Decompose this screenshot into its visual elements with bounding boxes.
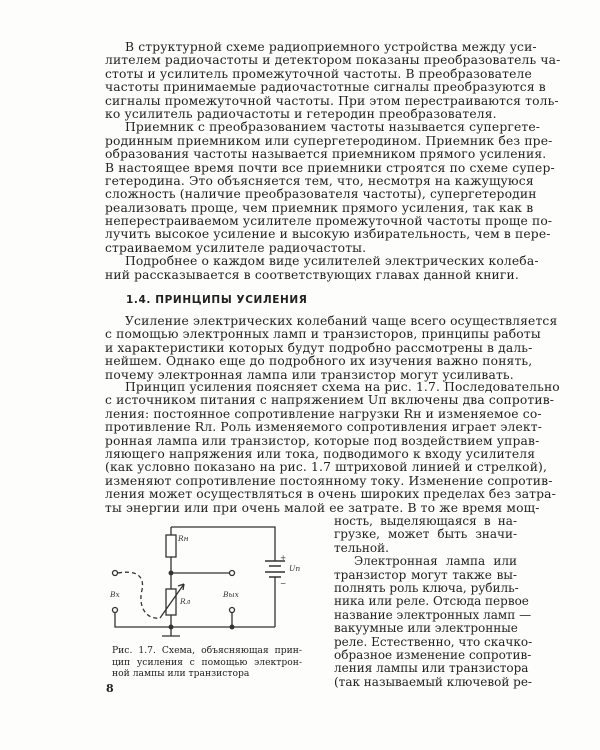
text-line: ты энергии или при очень малой ее затрате. В то же время мощ- xyxy=(105,500,540,515)
caption-line: Рис. 1.7. Схема, объясняющая прин- xyxy=(112,645,302,656)
figure-caption xyxy=(112,645,302,680)
text-line: страиваемом усилителе радиочастоты. xyxy=(105,240,367,255)
junction xyxy=(230,625,234,629)
text-line: лителем радиочастоты и детектором показаны преобразователь ча- xyxy=(105,53,561,68)
label-input: Вх xyxy=(110,590,120,599)
wire xyxy=(115,613,275,627)
text-line: ления лампы или транзистора xyxy=(334,661,529,676)
text-line: ко усилитель радиочастоты и гетеродин преобразователя. xyxy=(105,106,497,121)
text-line: полнять роль ключа, рубиль- xyxy=(334,580,519,595)
text-line: образования частоты называется приемником прямого усиления. xyxy=(105,147,547,162)
text-line: и характеристики которых будут подробно рассмотрены в даль- xyxy=(105,340,533,355)
text-line: ность, выделяющаяся в на- xyxy=(334,514,517,528)
text-line: реле. Естественно, что скачко- xyxy=(334,634,533,649)
text-line: Приемник с преобразованием частоты называется супергете- xyxy=(125,120,541,135)
text-line: с помощью электронных ламп и транзисторов, принципы работы xyxy=(105,327,541,342)
text-line: Электронная лампа или xyxy=(354,554,517,569)
text-line: грузке, может быть значи- xyxy=(334,527,517,542)
text-line: сигналы промежуточной частоты. При этом перестраиваются толь- xyxy=(105,93,559,108)
section-heading: 1.4. ПРИНЦИПЫ УСИЛЕНИЯ xyxy=(126,294,308,306)
text-line: гетеродина. Это объясняется тем, что, несмотря на кажущуюся xyxy=(105,173,534,188)
label-minus: − xyxy=(280,579,287,588)
text-line: ления может осуществляться в очень широких пределах без затра- xyxy=(105,487,556,502)
text-line: изменяют сопротивление постоянному току. Изменение сопротив- xyxy=(105,473,553,488)
output-terminal xyxy=(230,571,235,576)
input-terminal-bottom xyxy=(113,608,118,613)
text-line: вакуумные или электронные xyxy=(334,621,518,636)
text-line: сложность (наличие преобразователя частоты), супергетеродин xyxy=(105,187,537,202)
text-line: ронная лампа или транзистор, которые под воздействием управ- xyxy=(105,433,540,448)
text-line: ления: постоянное сопротивление нагрузки Rн и изменяемое со- xyxy=(105,406,542,421)
text-line: с источником питания с напряжением Uп включены два сопротив- xyxy=(105,393,555,408)
text-line: В настоящее время почти все приемники строятся по схеме супер- xyxy=(105,160,555,175)
text-line: противление Rл. Роль изменяемого сопротивления играет элект- xyxy=(105,420,543,435)
load-resistor xyxy=(166,535,176,557)
output-terminal-bottom xyxy=(230,608,235,613)
text-line: стоты и усилитель промежуточной частоты. В преобразователе xyxy=(105,66,532,81)
text-line: транзистор могут также вы- xyxy=(334,567,517,582)
label-plus: + xyxy=(280,553,287,562)
ground-icon xyxy=(162,627,180,636)
label-rl: Rл xyxy=(180,597,191,606)
junction xyxy=(169,571,173,575)
text-line: Усиление электрических колебаний чаще всего осуществляется xyxy=(125,314,558,328)
text-line: нейшем. Однако еще до подробного их изучения важно понять, xyxy=(105,354,533,369)
text-line: ний рассказывается в соответствующих главах данной книги. xyxy=(105,267,519,282)
text-line: название электронных ламп — xyxy=(334,607,532,622)
label-un: Uп xyxy=(289,564,301,573)
page-number: 8 xyxy=(106,682,114,695)
caption-line: цип усиления с помощью электрон- xyxy=(112,656,302,668)
text-line: (как условно показано на рис. 1.7 штриховой линией и стрелкой), xyxy=(105,460,548,475)
label-output: Вых xyxy=(223,590,239,599)
text-line: Подробнее о каждом виде усилителей электрических колеба- xyxy=(125,254,539,269)
text-line: ляющего напряжения или тока, подводимого к входу усилителя xyxy=(105,446,536,461)
text-line: частоты принимаемые радиочастотные сигналы преобразуются в xyxy=(105,80,546,95)
text-line: реализовать проще, чем приемник прямого усиления, так как в xyxy=(105,200,534,215)
text-line: тельной. xyxy=(334,540,389,555)
text-line: родинным приемником или супергетеродином. Приемник без пре- xyxy=(105,133,553,148)
battery-icon xyxy=(265,561,285,577)
text-line: В структурной схеме радиоприемного устройства между уси- xyxy=(125,40,537,54)
text-line: лучить высокое усиление и высокую избирательность, чем в пере- xyxy=(105,227,551,242)
text-line: образное изменение сопротив- xyxy=(334,647,532,662)
text-line: неперестраиваемом усилителе промежуточной частоты проще по- xyxy=(105,214,553,229)
text-line: (так называемый ключевой ре- xyxy=(334,674,532,689)
input-terminal xyxy=(113,571,118,576)
text-line: почему электронная лампа или транзистор могут усиливать. xyxy=(105,367,514,382)
text-line: ника или реле. Отсюда первое xyxy=(334,594,529,609)
label-rn: Rн xyxy=(178,534,189,543)
control-dashed-line xyxy=(118,572,160,618)
text-line: Принцип усиления поясняет схема на рис. 1.7. Последовательно xyxy=(125,380,560,394)
caption-line: ной лампы или транзистора xyxy=(112,668,250,679)
